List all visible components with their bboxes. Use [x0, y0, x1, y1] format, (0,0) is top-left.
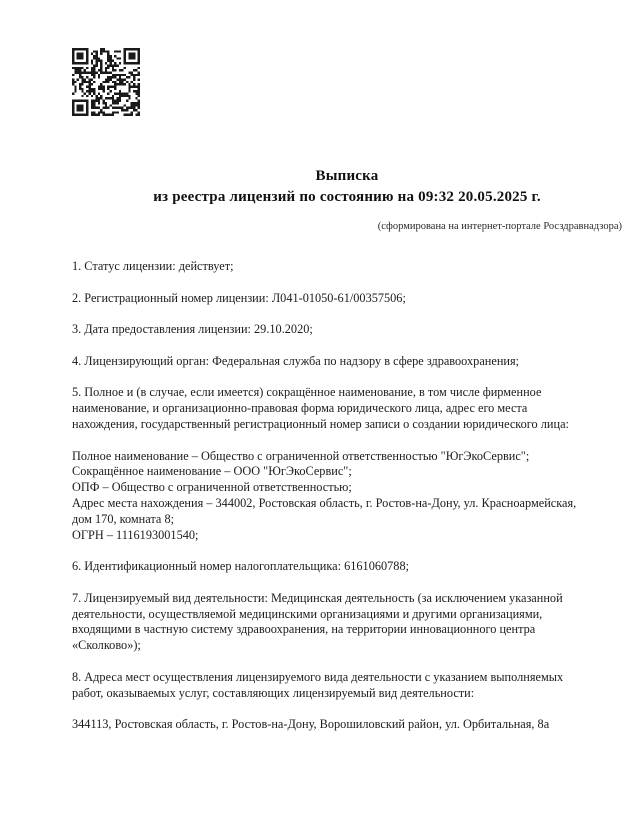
license-status: [72, 259, 622, 275]
text-line: входящими в частную систему здравоохранения, на территории инновационного центра: [72, 622, 536, 637]
text-line: 6. Идентификационный номер налогоплательщика: 6161060788;: [72, 559, 410, 574]
text-line: 2. Регистрационный номер лицензии: Л041-01050-61/00357506;: [72, 290, 406, 305]
text-line: ОПФ – Общество с ограниченной ответственностью;: [72, 480, 352, 495]
activity-addresses-heading: [72, 670, 622, 702]
text-line: ОГРН – 1116193001540;: [72, 527, 199, 542]
text-line: 7. Лицензируемый вид деятельности: Медицинская деятельность (за исключением указанной: [72, 590, 563, 605]
license-reg-number: [72, 291, 622, 307]
text-line: Сокращённое наименование – ООО "ЮгЭкоСервис";: [72, 464, 352, 479]
title-line-1: Выписка: [315, 168, 379, 184]
text-line: дом 170, комната 8;: [72, 511, 175, 526]
qr-code-image: [72, 48, 140, 116]
text-line: 4. Лицензирующий орган: Федеральная служба по надзору в сфере здравоохранения;: [72, 353, 520, 368]
text-line: 1. Статус лицензии: действует;: [72, 259, 234, 273]
licensing-authority: [72, 354, 622, 370]
text-line: нахождения, государственный регистрационный номер записи о создании юридического лица:: [72, 416, 569, 431]
text-line: работ, оказываемых услуг, составляющих лицензируемый вид деятельности:: [72, 685, 475, 700]
text-line: деятельности, осуществляемой медицинскими организациями и другими организациями,: [72, 606, 543, 621]
text-line: «Сколково»);: [72, 638, 141, 653]
licensed-activity: [72, 591, 622, 654]
text-line: наименование, и организационно-правовая форма юридического лица, адрес его места: [72, 401, 528, 416]
org-info-details: [72, 449, 622, 544]
text-line: 344113, Ростовская область, г. Ростов-на-Дону, Ворошиловский район, ул. Орбитальная, 8а: [72, 717, 550, 732]
text-line: Полное наименование – Общество с ограниченной ответственностью "ЮгЭкоСервис";: [72, 448, 530, 463]
formed-note: (сформирована на интернет-портале Росздравнадзора): [377, 221, 622, 232]
activity-address: [72, 717, 622, 733]
text-line: Адрес места нахождения – 344002, Ростовская область, г. Ростов-на-Дону, ул. Красноармейская,: [72, 495, 577, 510]
document-title: [72, 0, 622, 208]
text-line: 5. Полное и (в случае, если имеется) сокращённое наименование, в том числе фирменное: [72, 385, 542, 400]
qr-code: [72, 48, 140, 116]
document-body: [72, 259, 622, 733]
text-line: 8. Адреса мест осуществления лицензируемого вида деятельности с указанием выполняемых: [72, 669, 564, 684]
org-info-heading: [72, 385, 622, 432]
title-line-2: из реестра лицензий по состоянию на 09:32 20.05.2025 г.: [153, 189, 541, 205]
text-line: 3. Дата предоставления лицензии: 29.10.2020;: [72, 322, 313, 337]
taxpayer-id: [72, 559, 622, 575]
license-grant-date: [72, 322, 622, 338]
